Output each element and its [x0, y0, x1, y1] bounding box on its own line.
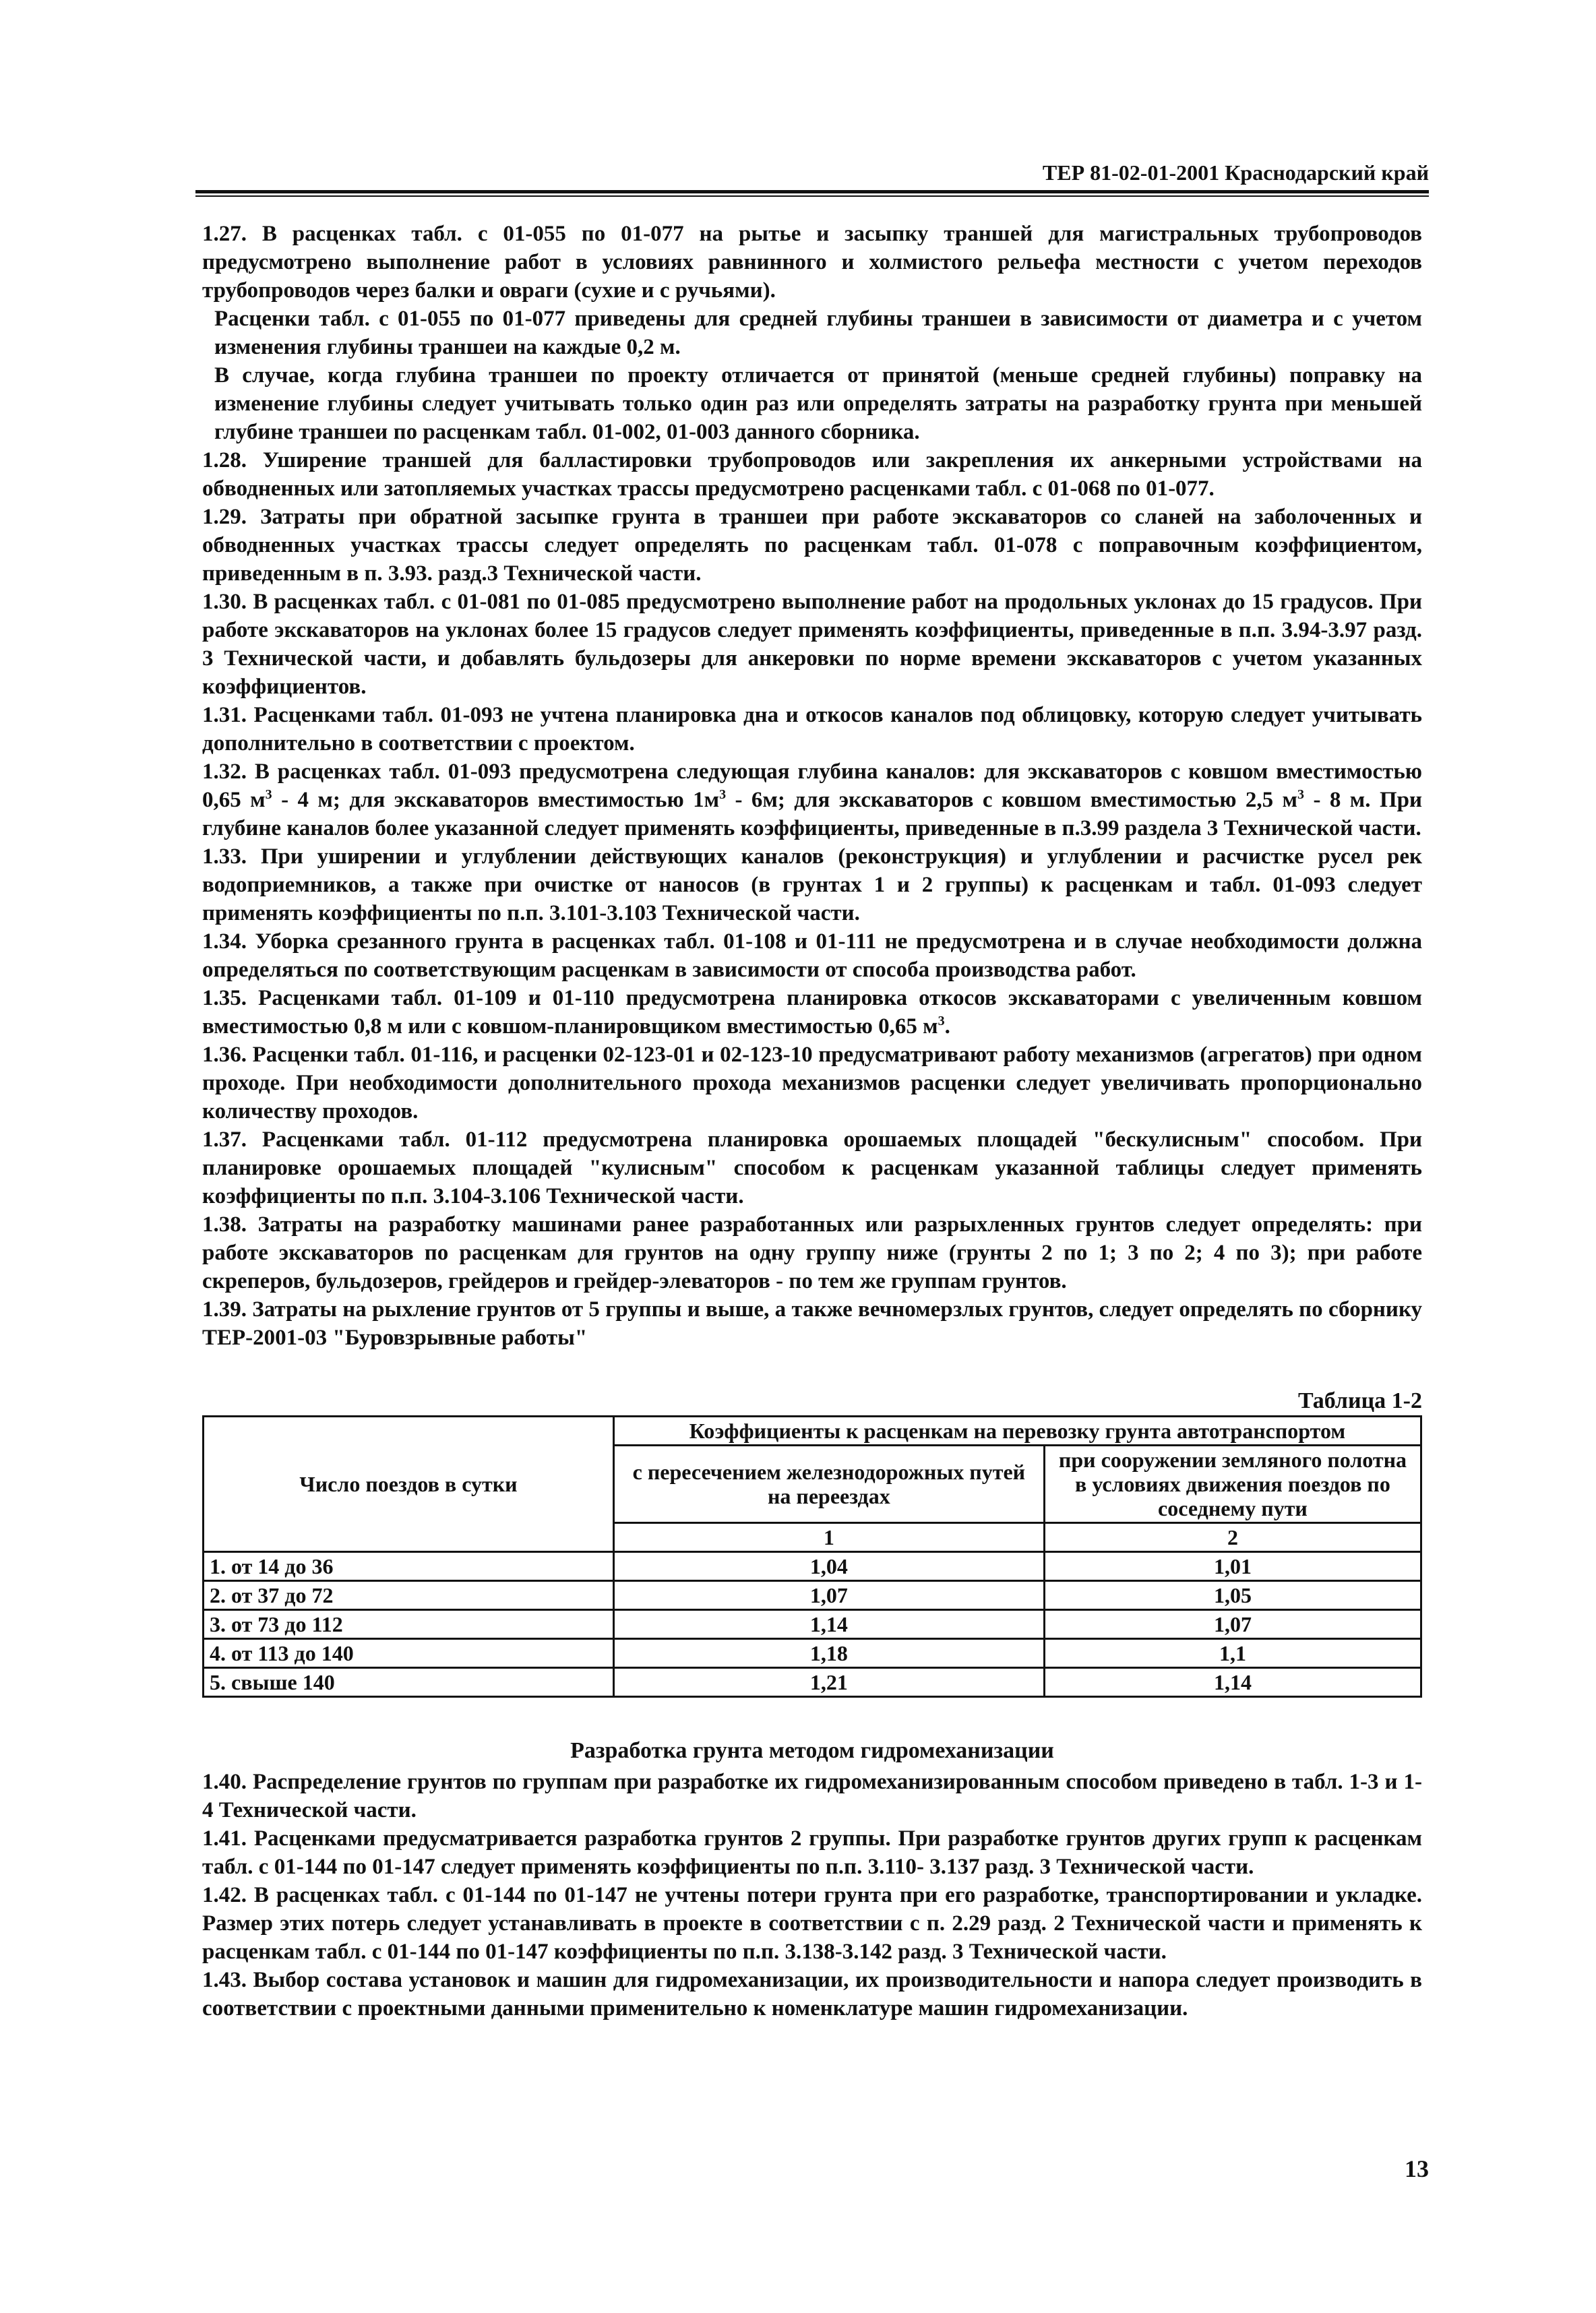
paragraph-1-38: 1.38. Затраты на разработку машинами ранее разработанных или разрыхленных грунтов следует определять: при работе экскаваторов по расценкам для грунтов на одну группу ниже (грунты 2 по 1; 3 по 2; 4 по 3); при работе скреперов, бульдозеров, грейдеров и грейдер-элеваторов - по тем же группам грунтов. [202, 1212, 1422, 1293]
paragraph-1-37: 1.37. Расценками табл. 01-112 предусмотрена планировка орошаемых площадей "бескулисным" способом. При планировке орошаемых площадей "кулисным" способом к расценкам указанной таблицы следует применять коэффициенты по п.п. 3.104-3.106 Технической части. [202, 1128, 1422, 1208]
paragraph-1-34: 1.34. Уборка срезанного грунта в расценках табл. 01-108 и 01-111 не предусмотрена и в случае необходимости должна определяться по соответствующим расценкам в зависимости от способа производства работ. [202, 929, 1422, 982]
paragraph-1-42: 1.42. В расценках табл. с 01-144 по 01-147 не учтены потери грунта при его разработке, транспортировании и укладке. Размер этих потерь следует устанавливать в проекте в соответствии с п. 2.29 разд. 2 Технической части и применять к расценкам табл. с 01-144 по 01-147 коэффициенты по п.п. 3.138-3.142 разд. 3 Технической части. [202, 1883, 1422, 1964]
paragraph-1-30: 1.30. В расценках табл. с 01-081 по 01-085 предусмотрено выполнение работ на продольных уклонах до 15 градусов. При работе экскаваторов на уклонах более 15 градусов следует применять коэффициенты, приведенные в п.п. 3.94-3.97 разд. 3 Технической части, и добавлять бульдозеры для анкеровки по норме времени экскаваторов с учетом указанных коэффициентов. [202, 590, 1422, 699]
column-1-number: 1 [613, 1523, 1044, 1552]
section-title: Разработка грунта методом гидромеханизации [570, 1738, 1054, 1763]
row-label: 2. от 37 до 72 [204, 1581, 614, 1610]
superscript-cube: 3 [719, 787, 727, 802]
table-caption: Таблица 1-2 [1297, 1388, 1422, 1413]
superscript-cube: 3 [265, 787, 272, 802]
row-label: 5. свыше 140 [204, 1668, 614, 1697]
row-value-2: 1,1 [1044, 1639, 1421, 1668]
paragraph-1-32-part3: - 6м; для экскаваторов с ковшом вместимостью 2,5 м [726, 788, 1298, 812]
page-header: ТЕР 81-02-01-2001 Краснодарский край [1042, 160, 1429, 185]
row-label: 3. от 73 до 112 [204, 1610, 614, 1639]
column-group-header: Коэффициенты к расценкам на перевозку грунта автотранспортом [613, 1417, 1421, 1446]
paragraph-1-40: 1.40. Распределение грунтов по группам при разработке их гидромеханизированным способом приведено в табл. 1-3 и 1-4 Технической части. [202, 1770, 1422, 1822]
row-value-1: 1,18 [613, 1639, 1044, 1668]
paragraph-1-43: 1.43. Выбор состава установок и машин для гидромеханизации, их производительности и напора следует производить в соответствии с проектными данными применительно к номенклатуре машин гидромеханизации. [202, 1968, 1422, 2021]
table-row [204, 1639, 1421, 1668]
row-value-2: 1,14 [1044, 1668, 1421, 1697]
column-2-header: при сооружении земляного полотна в условиях движения поездов по соседнему пути [1044, 1446, 1421, 1523]
row-label: 1. от 14 до 36 [204, 1552, 614, 1581]
paragraph-1-27: 1.27. В расценках табл. с 01-055 по 01-077 на рытье и засыпку траншей для магистральных трубопроводов предусмотрено выполнение работ в условиях равнинного и холмистого рельефа местности с учетом переходов трубопроводов через балки и овраги (сухие и с ручьями). [202, 222, 1422, 303]
header-rule-thin [195, 195, 1429, 197]
row-value-1: 1,21 [613, 1668, 1044, 1697]
paragraph-1-36: 1.36. Расценки табл. 01-116, и расценки 02-123-01 и 02-123-10 предусматривают работу механизмов (агрегатов) при одном проходе. При необходимости дополнительного прохода механизмов расценки следует увеличивать пропорционально количеству проходов. [202, 1043, 1422, 1123]
paragraph-1-32-part2: - 4 м; для экскаваторов вместимостью 1м [272, 788, 720, 812]
row-value-1: 1,07 [613, 1581, 1044, 1610]
table-row [204, 1552, 1421, 1581]
page-content [202, 220, 1422, 2023]
paragraph-1-31: 1.31. Расценками табл. 01-093 не учтена планировка дна и откосов каналов под облицовку, которую следует учитывать дополнительно в соответствии с проектом. [202, 703, 1422, 755]
row-header-cell: Число поездов в сутки [204, 1417, 614, 1552]
header-rule [195, 190, 1429, 193]
row-value-2: 1,01 [1044, 1552, 1421, 1581]
paragraph-1-35 [202, 984, 1422, 1041]
paragraph-1-41: 1.41. Расценками предусматривается разработка грунтов 2 группы. При разработке грунтов других групп к расценкам табл. с 01-144 по 01-147 следует применять коэффициенты по п.п. 3.110- 3.137 разд. 3 Технической части. [202, 1826, 1422, 1879]
paragraph-1-29: 1.29. Затраты при обратной засыпке грунта в траншеи при работе экскаваторов со сланей на заболоченных и обводненных участках трассы следует определять по расценкам табл. 01-078 с поправочным коэффициентом, приведенным в п. 3.93. разд.3 Технической части. [202, 505, 1422, 586]
paragraph-1-35-part2: . [944, 1014, 950, 1039]
paragraph-1-32-part4: - 8 м. При глубине каналов более указанной следует применять коэффициенты, приведенные в п.3.99 раздела 3 Технической части. [202, 788, 1422, 840]
table-row [204, 1610, 1421, 1639]
row-value-1: 1,14 [613, 1610, 1044, 1639]
paragraph-1-35-part1: 1.35. Расценками табл. 01-109 и 01-110 предусмотрена планировка откосов экскаваторами с увеличенным ковшом вместимостью 0,8 м или с ковшом-планировщиком вместимостью 0,65 м [202, 986, 1422, 1039]
row-value-2: 1,05 [1044, 1581, 1421, 1610]
paragraph-1-32 [202, 758, 1422, 842]
column-1-header: с пересечением железнодорожных путей на переездах [613, 1446, 1044, 1523]
paragraph-1-39: 1.39. Затраты на рыхление грунтов от 5 группы и выше, а также вечномерзлых грунтов, следует определять по сборнику ТЕР-2001-03 "Буровзрывные работы" [202, 1297, 1422, 1350]
table-row [204, 1668, 1421, 1697]
superscript-cube: 3 [938, 1014, 945, 1028]
coefficients-table [202, 1415, 1422, 1698]
paragraph-1-28: 1.28. Уширение траншей для балластировки трубопроводов или закрепления их анкерными устройствами на обводненных или затопляемых участках трассы предусмотрено расценками табл. с 01-068 по 01-077. [202, 448, 1422, 501]
page-number: 13 [1405, 2155, 1429, 2182]
row-value-1: 1,04 [613, 1552, 1044, 1581]
table-header-row [204, 1417, 1421, 1446]
paragraph-1-27-c: В случае, когда глубина траншеи по проекту отличается от принятой (меньше средней глубины) поправку на изменение глубины следует учитывать только один раз или определять затраты на разработку грунта при меньшей глубине траншеи по расценкам табл. 01-002, 01-003 данного сборника. [214, 363, 1422, 444]
table-row [204, 1581, 1421, 1610]
row-value-2: 1,07 [1044, 1610, 1421, 1639]
superscript-cube: 3 [1297, 787, 1305, 802]
column-2-number: 2 [1044, 1523, 1421, 1552]
paragraph-1-32-part1: 1.32. В расценках табл. 01-093 предусмотрена следующая глубина каналов: для экскаваторов с ковшом вместимостью 0,65 м [202, 760, 1422, 812]
paragraph-1-27-b: Расценки табл. с 01-055 по 01-077 приведены для средней глубины траншеи в зависимости от диаметра и с учетом изменения глубины траншеи на каждые 0,2 м. [214, 307, 1422, 359]
row-label: 4. от 113 до 140 [204, 1639, 614, 1668]
paragraph-1-33: 1.33. При уширении и углублении действующих каналов (реконструкция) и углублении и расчистке русел рек водоприемников, а также при очистке от наносов (в грунтах 1 и 2 группы) к расценкам и табл. 01-093 следует применять коэффициенты по п.п. 3.101-3.103 Технической части. [202, 844, 1422, 925]
